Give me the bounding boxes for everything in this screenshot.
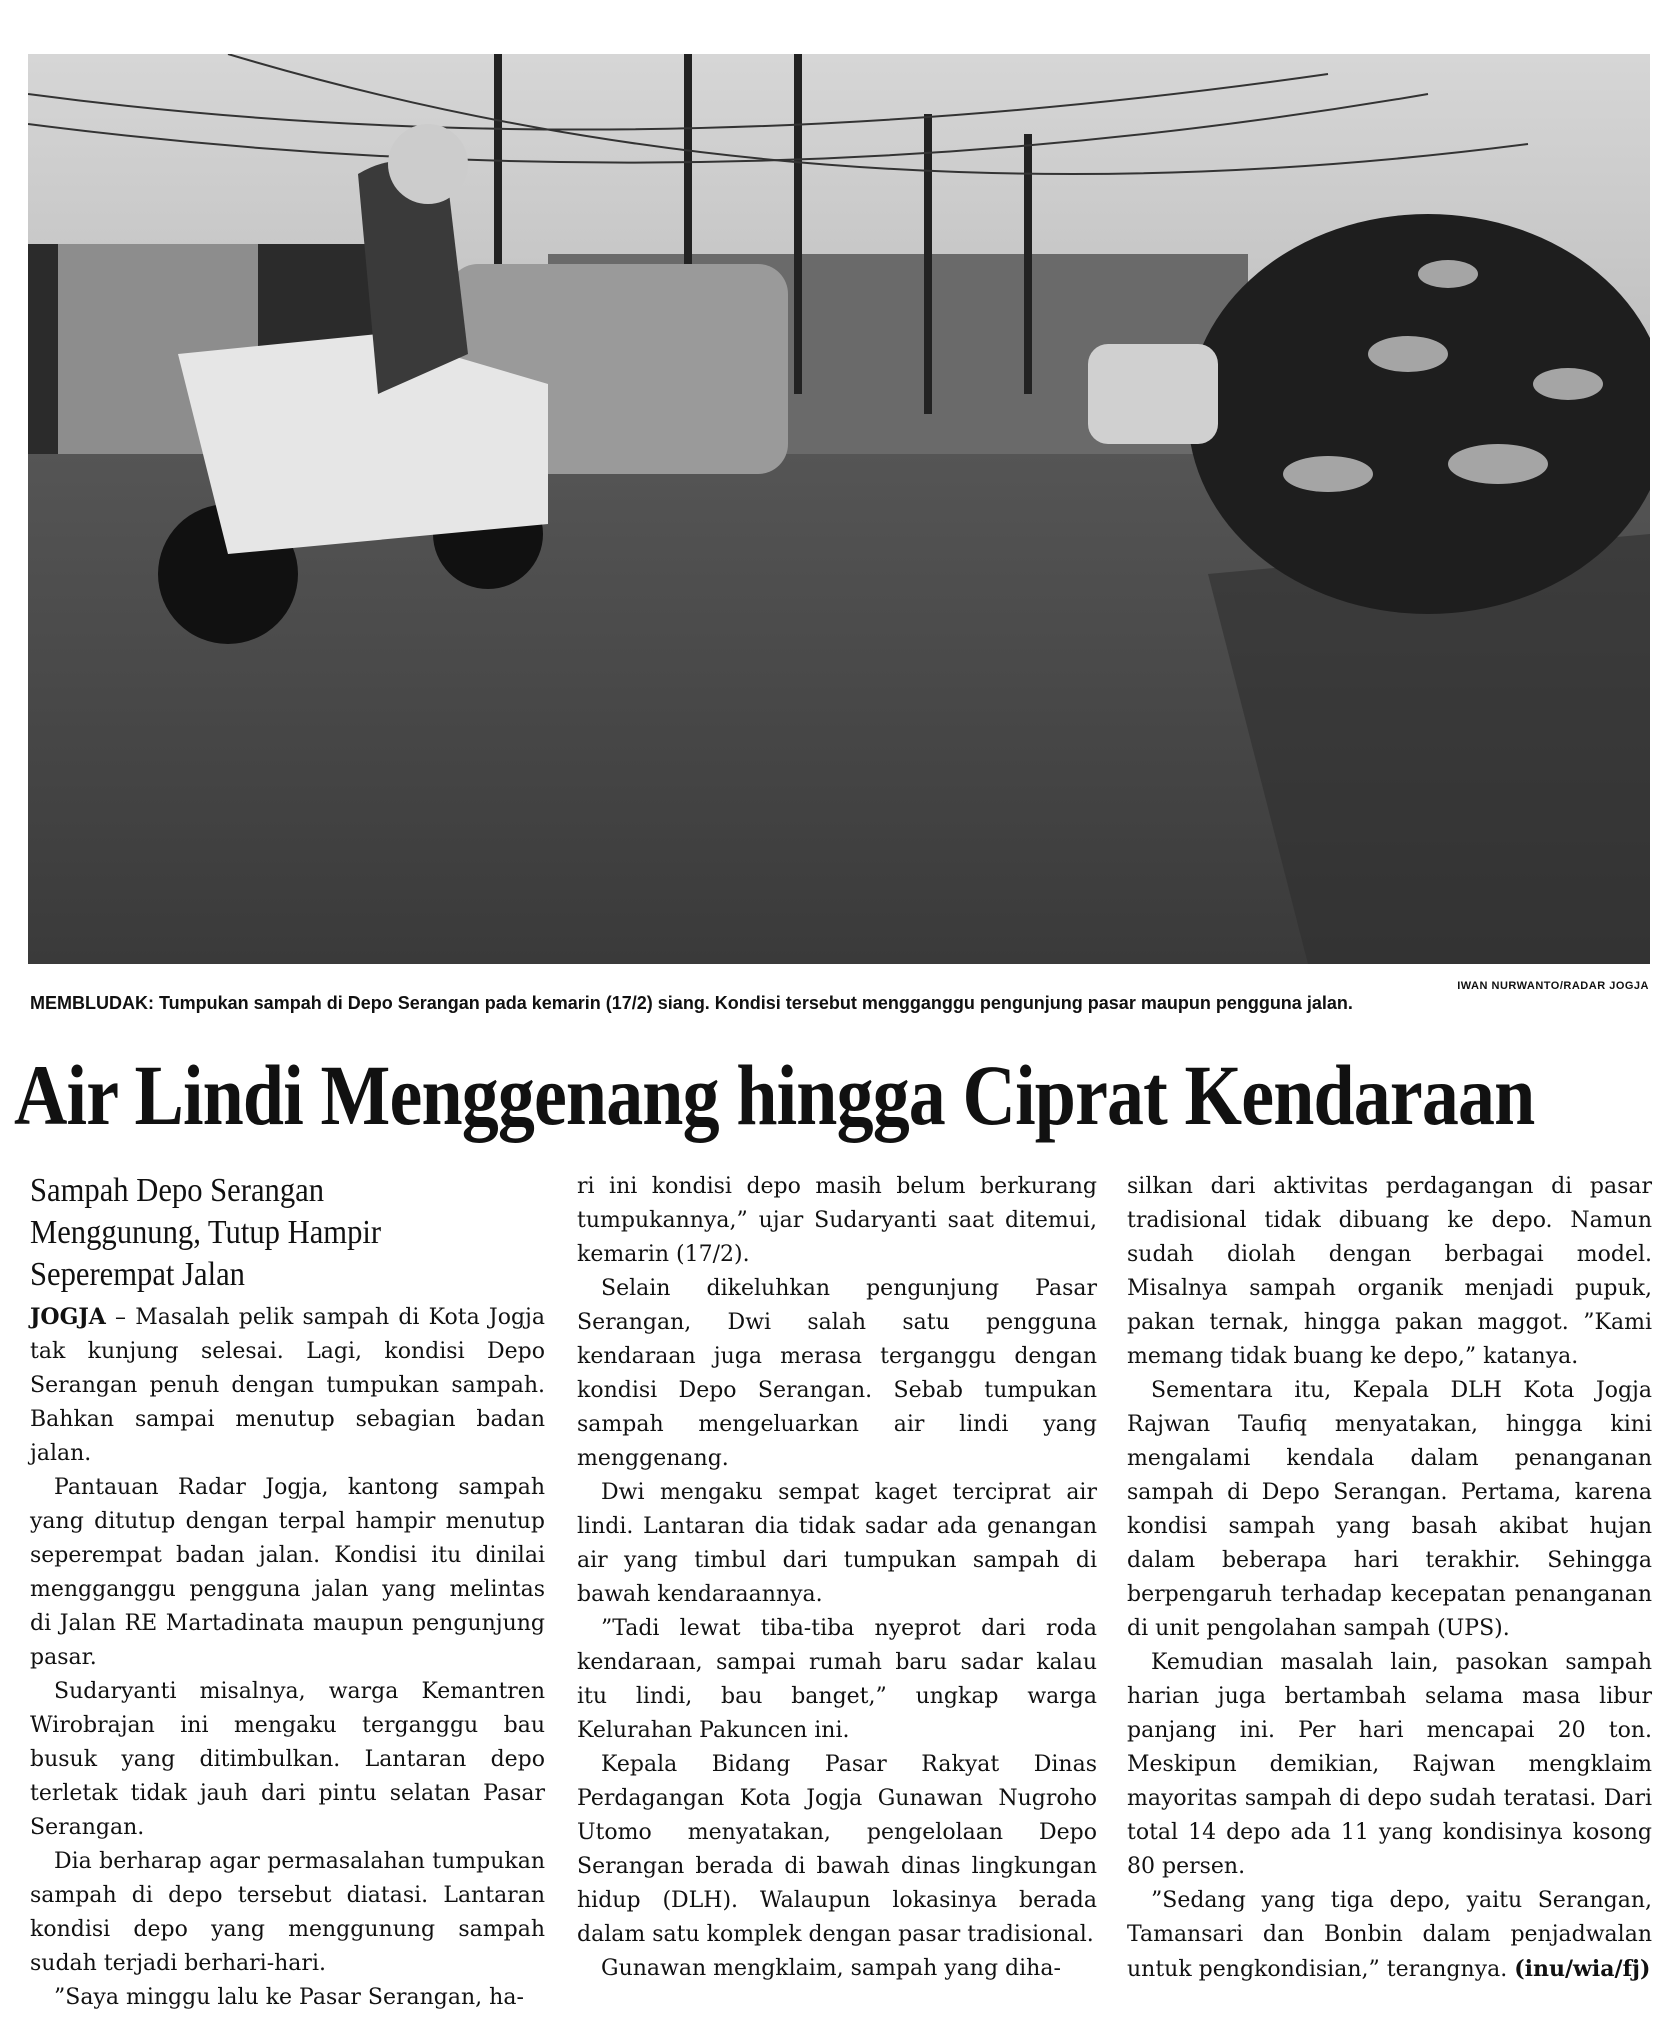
photo-caption — [30, 993, 1630, 1014]
deck-subheadline: Sampah Depo Serangan Menggunung, Tutup Hampir Seperempat Jalan — [30, 1172, 382, 1293]
paragraph: Selain dikeluhkan pengunjung Pasar Serangan, Dwi salah satu pengguna kendaraan juga merasa terganggu dengan kondisi Depo Serangan. Sebab tumpukan sampah mengeluarkan air lindi yang menggenang. — [577, 1276, 1097, 1471]
photo-credit: IWAN NURWANTO/RADAR JOGJA — [1457, 980, 1649, 992]
paragraph: ri ini kondisi depo masih belum berkurang tumpukannya,” ujar Sudaryanti saat ditemui, kemarin (17/2). — [577, 1174, 1097, 1267]
paragraph: ”Tadi lewat tiba-tiba nyeprot dari roda kendaraan, sampai rumah baru sadar kalau itu lindi, bau banget,” ungkap warga Kelurahan Pakuncen ini. — [577, 1616, 1097, 1743]
paragraph: Kepala Bidang Pasar Rakyat Dinas Perdagangan Kota Jogja Gunawan Nugroho Utomo menyatakan, pengelolaan Depo Serangan berada di bawah dinas lingkungan hidup (DLH). Walaupun lokasinya berada dalam satu komplek dengan pasar tradisional. — [577, 1752, 1097, 1947]
author-signature: (inu/wia/fj) — [1514, 1956, 1651, 1982]
paragraph: JOGJA – Masalah pelik sampah di Kota Jogja tak kunjung selesai. Lagi, kondisi Depo Serangan penuh dengan tumpukan sampah. Bahkan sampai menutup sebagian badan jalan. — [30, 1304, 545, 1466]
headline: Air Lindi Menggenang hingga Ciprat Kendaraan — [14, 1047, 1535, 1143]
paragraph: ”Saya minggu lalu ke Pasar Serangan, ha- — [54, 1985, 524, 2010]
news-photo — [28, 54, 1650, 964]
paragraph: Dwi mengaku sempat kaget terciprat air lindi. Lantaran dia tidak sadar ada genangan air yang timbul dari tumpukan sampah di bawah kendaraannya. — [577, 1480, 1097, 1607]
paragraph: Gunawan mengklaim, sampah yang diha- — [601, 1956, 1061, 1981]
article-column-1 — [30, 1300, 545, 2015]
paragraph: Pantauan Radar Jogja, kantong sampah yang ditutup dengan terpal hampir menutup seperempat badan jalan. Kondisi itu dinilai mengganggu pengguna jalan yang melintas di Jalan RE Martadinata maupun pengunjung pasar. — [30, 1475, 545, 1670]
paragraph: Sementara itu, Kepala DLH Kota Jogja Rajwan Taufiq menyatakan, hingga kini mengalami kendala dalam penanganan sampah di Depo Serangan. Pertama, karena kondisi sampah yang basah akibat hujan dalam beberapa hari terakhir. Sehingga berpengaruh terhadap kecepatan penanganan di unit pengolahan sampah (UPS). — [1127, 1378, 1652, 1641]
paragraph: ”Sedang yang tiga depo, yaitu Serangan, Tamansari dan Bonbin dalam penjadwalan untuk pengkondisian,” terangnya. (inu/wia/fj) — [1127, 1888, 1652, 1982]
paragraph: Kemudian masalah lain, pasokan sampah harian juga bertambah selama masa libur panjang ini. Per hari mencapai 20 ton. Meskipun demikian, Rajwan mengklaim mayoritas sampah di depo sudah teratasi. Dari total 14 depo ada 11 yang kondisinya kosong 80 persen. — [1127, 1650, 1652, 1879]
article-column-2 — [577, 1170, 1097, 1986]
paragraph: Sudaryanti misalnya, warga Kemantren Wirobrajan ini mengaku terganggu bau busuk yang ditimbulkan. Lantaran depo terletak tidak jauh dari pintu selatan Pasar Serangan. — [30, 1679, 545, 1840]
caption-text: Tumpukan sampah di Depo Serangan pada kemarin (17/2) siang. Kondisi tersebut mengganggu pengunjung pasar maupun pengguna jalan. — [159, 993, 1353, 1013]
dateline: JOGJA — [30, 1304, 106, 1330]
paragraph: silkan dari aktivitas perdagangan di pasar tradisional tidak dibuang ke depo. Namun sudah diolah dengan berbagai model. Misalnya sampah organik menjadi pupuk, pakan ternak, hingga pakan maggot. ”Kami memang tidak buang ke depo,” katanya. — [1127, 1174, 1652, 1369]
paragraph: Dia berharap agar permasalahan tumpukan sampah di depo tersebut diatasi. Lantaran kondisi depo yang menggunung sampah sudah terjadi berhari-hari. — [30, 1849, 545, 1976]
article-column-3 — [1127, 1170, 1652, 1987]
caption-lead: MEMBLUDAK: — [30, 993, 154, 1013]
